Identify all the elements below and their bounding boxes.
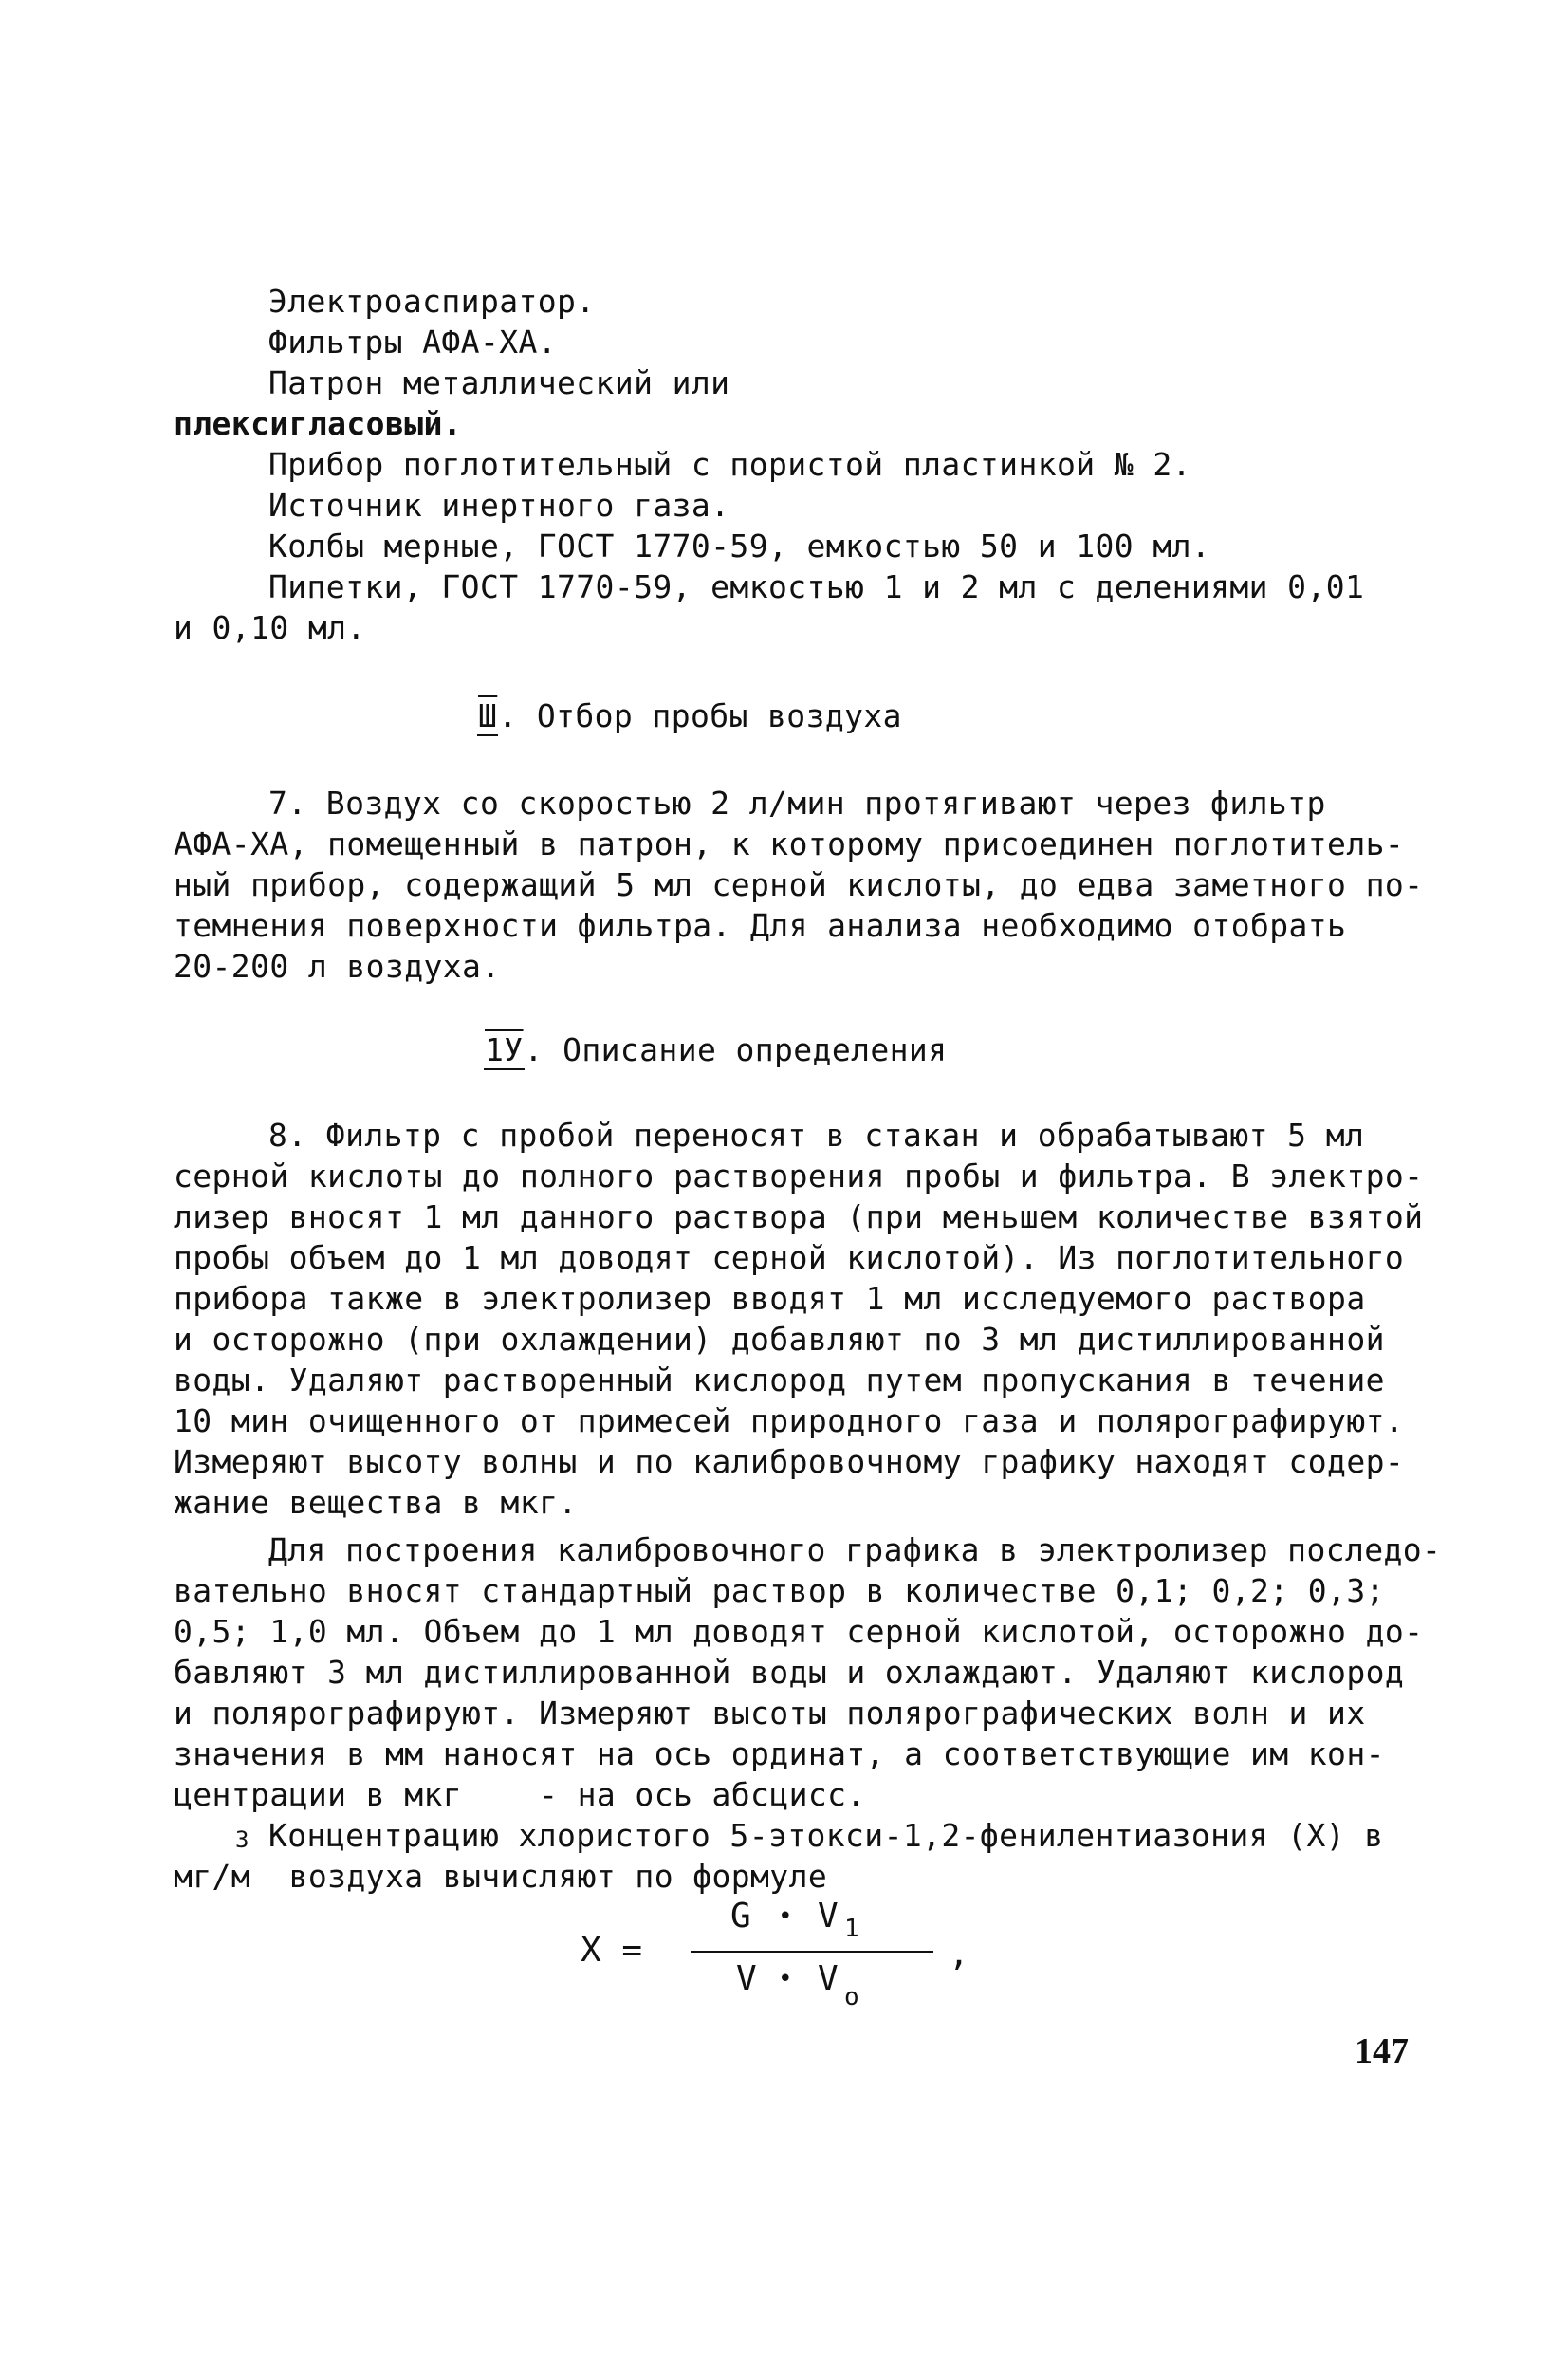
- equipment-line: Колбы мерные, ГОСТ 1770-59, емкостью 50 и 100 мл.: [268, 528, 1211, 565]
- formula-lhs: X =: [581, 1931, 643, 1970]
- formula-comma: ,: [949, 1935, 969, 1973]
- paragraph-line: 10 мин очищенного от примесей природного газа и полярографируют.: [174, 1402, 1405, 1439]
- paragraph-line: Измеряют высоту волны и по калибровочному графику находят содер-: [174, 1443, 1405, 1480]
- formula-denominator-dot: •: [778, 1965, 793, 1993]
- paragraph-line: и осторожно (при охлаждении) добавляют по 3 мл дистиллированной: [174, 1321, 1385, 1358]
- equipment-line: Фильтры АФА-ХА.: [268, 324, 558, 361]
- paragraph-line: и полярографируют. Измеряют высоты полярографических волн и их: [174, 1695, 1366, 1732]
- section-title: . Описание определения: [524, 1031, 948, 1068]
- equipment-line: Прибор поглотительный с пористой пластинкой № 2.: [268, 446, 1191, 483]
- paragraph-line: темнения поверхности фильтра. Для анализа необходимо отобрать: [174, 907, 1347, 944]
- paragraph-line: центрации в мкг - на ось абсцисс.: [174, 1776, 866, 1813]
- paragraph-line: вательно вносят стандартный раствор в количестве 0,1; 0,2; 0,3;: [174, 1572, 1385, 1609]
- page-number: 147: [1355, 2031, 1409, 2071]
- formula-numerator-subscript: 1: [844, 1915, 859, 1943]
- equipment-line: Электроаспиратор.: [268, 283, 596, 320]
- formula-numerator-v: V: [818, 1897, 839, 1936]
- formula-denominator-v0: V: [818, 1959, 839, 1998]
- paragraph-line: пробы объем до 1 мл доводят серной кислотой). Из поглотительного: [174, 1239, 1405, 1276]
- paragraph-line: Для построения калибровочного графика в электролизер последо-: [268, 1531, 1442, 1568]
- paragraph-line: бавляют 3 мл дистиллированной воды и охлаждают. Удаляют кислород: [174, 1654, 1405, 1691]
- formula-numerator-g: G: [730, 1897, 751, 1936]
- equipment-line: и 0,10 мл.: [174, 609, 366, 646]
- paragraph-line: значения в мм наносят на ось ординат, а соответствующие им кон-: [174, 1735, 1385, 1772]
- paragraph-line: ный прибор, содержащий 5 мл серной кислоты, до едва заметного по-: [174, 866, 1424, 903]
- equipment-line: Источник инертного газа.: [268, 487, 730, 524]
- section-numeral: Ш: [478, 697, 498, 734]
- fraction-bar: [691, 1951, 933, 1953]
- paragraph-line: серной кислоты до полного растворения пробы и фильтра. В электро-: [174, 1158, 1424, 1195]
- paragraph-line: 20-200 л воздуха.: [174, 948, 501, 985]
- section-numeral: 1У: [485, 1031, 524, 1068]
- superscript: 3: [235, 1826, 249, 1853]
- paragraph-line: воды. Удаляют растворенный кислород путем пропускания в течение: [174, 1362, 1385, 1399]
- paragraph-line: 0,5; 1,0 мл. Объем до 1 мл доводят серной кислотой, осторожно до-: [174, 1613, 1424, 1650]
- paragraph-line: АФА-ХА, помещенный в патрон, к которому присоединен поглотитель-: [174, 825, 1405, 862]
- formula: [569, 1888, 1005, 2021]
- paragraph-line: Концентрацию хлористого 5-этокси-1,2-фенилентиазония (Х) в: [268, 1817, 1384, 1854]
- formula-numerator-dot: •: [778, 1902, 793, 1931]
- equipment-line: плексигласовый.: [174, 405, 463, 442]
- paragraph-line: 8. Фильтр с пробой переносят в стакан и обрабатывают 5 мл: [268, 1117, 1365, 1154]
- section-title: . Отбор пробы воздуха: [498, 697, 902, 734]
- paragraph-line: жание вещества в мкг.: [174, 1484, 578, 1521]
- formula-denominator-v: V: [736, 1959, 757, 1998]
- paragraph-line: мг/м воздуха вычисляют по формуле: [174, 1858, 828, 1895]
- formula-denominator-subscript: o: [844, 1983, 859, 2011]
- paragraph-line: прибора также в электролизер вводят 1 мл исследуемого раствора: [174, 1280, 1366, 1317]
- paragraph-line: лизер вносят 1 мл данного раствора (при меньшем количестве взятой: [174, 1198, 1424, 1235]
- equipment-line: Патрон металлический или: [268, 364, 730, 401]
- section-heading-4: [484, 1029, 947, 1071]
- equipment-line: Пипетки, ГОСТ 1770-59, емкостью 1 и 2 мл с делениями 0,01: [268, 568, 1365, 605]
- paragraph-line: 7. Воздух со скоростью 2 л/мин протягивают через фильтр: [268, 785, 1326, 822]
- section-heading-3: [477, 695, 902, 737]
